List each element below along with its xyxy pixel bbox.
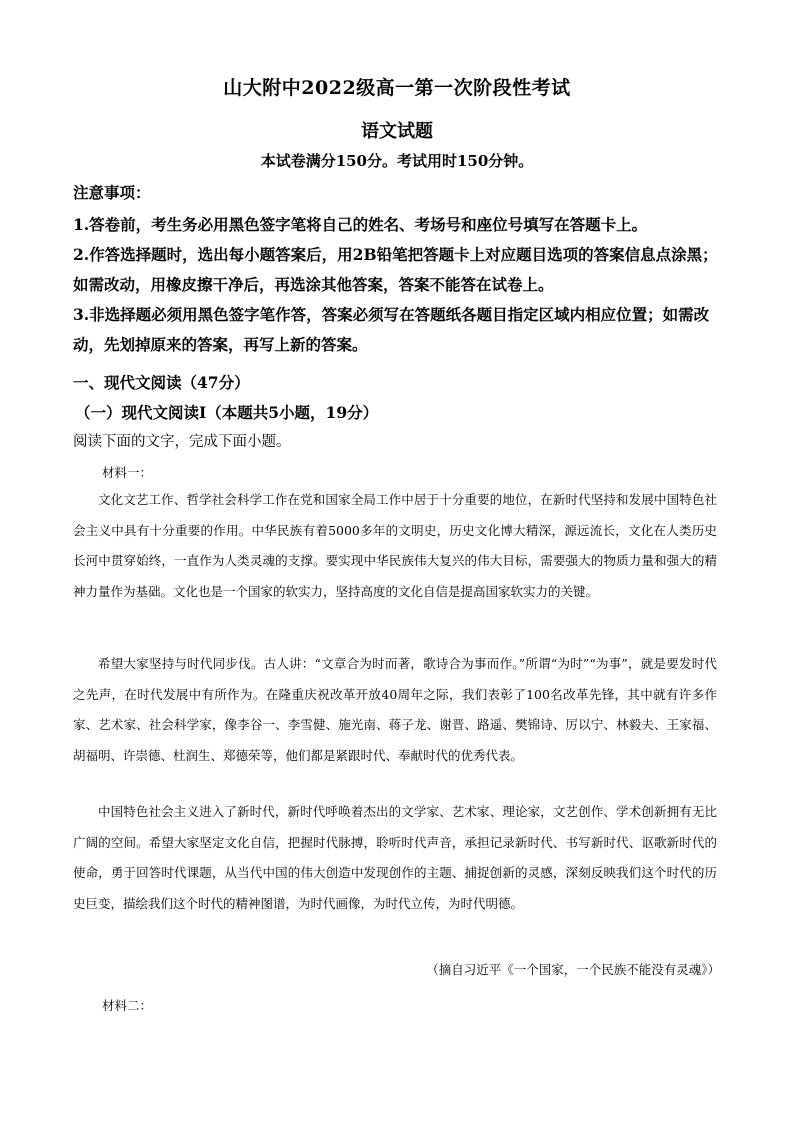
material-1-source: （摘自习近平《一个国家，一个民族不能没有灵魂》） <box>426 962 720 977</box>
notice-item-2: 2.作答选择题时，选出每小题答案后，用2B铅笔把答题卡上对应题目选项的答案信息点涂黑；如需改动，用橡皮擦干净后，再选涂其他答案，答案不能答在试卷上。 <box>73 245 718 294</box>
material-1-paragraph-1: 文化文艺工作、哲学社会科学工作在党和国家全局工作中居于十分重要的地位，在新时代坚持和发展中国特色社会主义中具有十分重要的作用。中华民族有着5000多年的文明史，历史文化博大精深，源远流长，文化在人类历史长河中贯穿始终，一直作为人类灵魂的支撑。要实现中华民族伟大复兴的伟大目标，需要强大的物质力量和强大的精神力量作为基础。文化也是一个国家的软实力，坚持高度的文化自信是提高国家软实力的关键。 <box>73 492 717 599</box>
section-title: 一、现代文阅读（47分） <box>73 373 250 392</box>
reading-instruction: 阅读下面的文字，完成下面小题。 <box>73 434 291 450</box>
exam-title: 山大附中2022级高一第一次阶段性考试 <box>223 77 571 99</box>
subject-title: 语文试题 <box>361 121 433 142</box>
notice-item-3: 3.非选择题必须用黑色签字笔作答，答案必须写在答题纸各题目指定区域内相应位置；如需改动，先划掉原来的答案，再写上新的答案。 <box>73 305 710 354</box>
notice-item-1: 1.答卷前，考生务必用黑色签字笔将自己的姓名、考场号和座位号填写在答题卡上。 <box>73 215 648 234</box>
material-1-paragraph-2: 希望大家坚持与时代同步伐。古人讲：“文章合为时而著，歌诗合为事而作。”所谓“为时”“为事”，就是要发时代之先声，在时代发展中有所作为。在隆重庆祝改革开放40周年之际，我们表彰了100名改革先锋，其中就有许多作家、艺术家、社会科学家，像李谷一、李雪健、施光南、蒋子龙、谢晋、路遥、樊锦诗、厉以宁、林毅夫、王家福、胡福明、许崇德、杜润生、郑德荣等，他们都是紧跟时代、奉献时代的优秀代表。 <box>73 656 717 763</box>
notice-heading: 注意事项： <box>73 183 151 202</box>
material-1-paragraph-3: 中国特色社会主义进入了新时代，新时代呼唤着杰出的文学家、艺术家、理论家，文艺创作、学术创新拥有无比广阔的空间。希望大家坚定文化自信，把握时代脉搏，聆听时代声音，承担记录新时代、书写新时代、讴歌新时代的使命，勇于回答时代课题，从当代中国的伟大创造中发现创作的主题、捕捉创新的灵感，深刻反映我们这个时代的历史巨变，描绘我们这个时代的精神图谱，为时代画像，为时代立传，为时代明德。 <box>73 804 717 911</box>
material-2-label: 材料二： <box>102 998 153 1013</box>
material-1-label: 材料一： <box>102 465 153 480</box>
score-info: 本试卷满分150分。考试用时150分钟。 <box>260 152 534 170</box>
section-subtitle: （一）现代文阅读Ⅰ（本题共5小题，19分） <box>75 403 379 422</box>
